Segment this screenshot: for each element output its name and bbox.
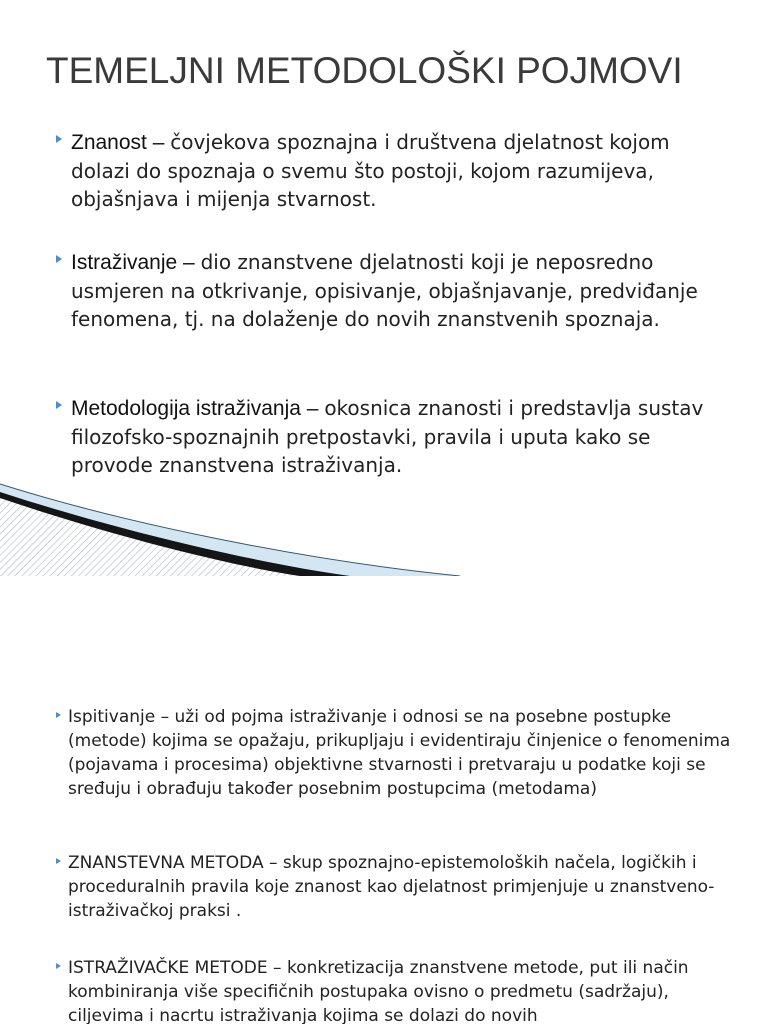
bullet-znanost — [56, 128, 731, 213]
bullet-arrow-icon — [56, 858, 61, 864]
bullet-text — [71, 128, 731, 213]
bullet-definition: čovjekova spoznajna i društvena djelatnost kojom dolazi do spoznaja o svemu što postoji, kojom razumijeva, objašnjava i mijenja stvarnost. — [71, 130, 670, 211]
bullet-definition: okosnica znanosti i predstavlja sustav filozofsko-spoznajnih pretpostavki, pravila i uputa kako se provode znanstvena istraživanja. — [71, 396, 704, 477]
bullet-istrazivanje — [56, 248, 731, 333]
bullet-definition: dio znanstvene djelatnosti koji je neposredno usmjeren na otkrivanje, opisivanje, objašnjavanje, predviđanje fenomena, tj. na dolaženje do novih znanstvenih spoznaja. — [71, 250, 698, 331]
bullet-text — [71, 394, 731, 479]
bullet-term: Znanost – — [71, 131, 171, 154]
decorative-swoosh — [0, 470, 768, 576]
slide-title: TEMELJNI METODOLOŠKI POJMOVI — [46, 50, 683, 91]
bullet-znanstvena-metoda — [56, 851, 738, 923]
bullet-istrazivacke-metode — [56, 956, 738, 1024]
bullet-term: Metodologija istraživanja – — [71, 397, 325, 420]
bullet-metodologija — [56, 394, 731, 479]
bullet-ispitivanje — [56, 705, 738, 801]
bullet-term: Istraživanje – — [71, 251, 201, 274]
bullet-arrow-icon — [56, 255, 62, 263]
bullet-arrow-icon — [56, 712, 61, 718]
bullet-arrow-icon — [56, 135, 62, 143]
bullet-text: Ispitivanje – uži od pojma istraživanje i odnosi se na posebne postupke (metode) kojima se opažaju, prikupljaju i evidentiraju činjenice o fenomenima (pojavama i procesima) objektivne stvarnosti i pretvaraju u podatke koji se sređuju i obrađuju također posebnim postupcima (metodama) — [68, 707, 731, 799]
bullet-text: ZNANSTEVNA METODA – skup spoznajno-epistemoloških načela, logičkih i proceduralnih pravila koje znanost kao djelatnost primjenjuje u znanstveno-istraživačkoj praksi . — [68, 853, 715, 921]
bullet-arrow-icon — [56, 401, 62, 409]
bullet-arrow-icon — [56, 963, 61, 969]
bullet-text: ISTRAŽIVAČKE METODE – konkretizacija znanstvene metode, put ili način kombiniranja više specifičnih postupaka ovisno o predmetu (sadržaju), ciljevima i nacrtu istraživanja kojima se dolazi do novih — [68, 958, 689, 1024]
bullet-text — [71, 248, 731, 333]
slide-2 — [0, 576, 768, 1024]
